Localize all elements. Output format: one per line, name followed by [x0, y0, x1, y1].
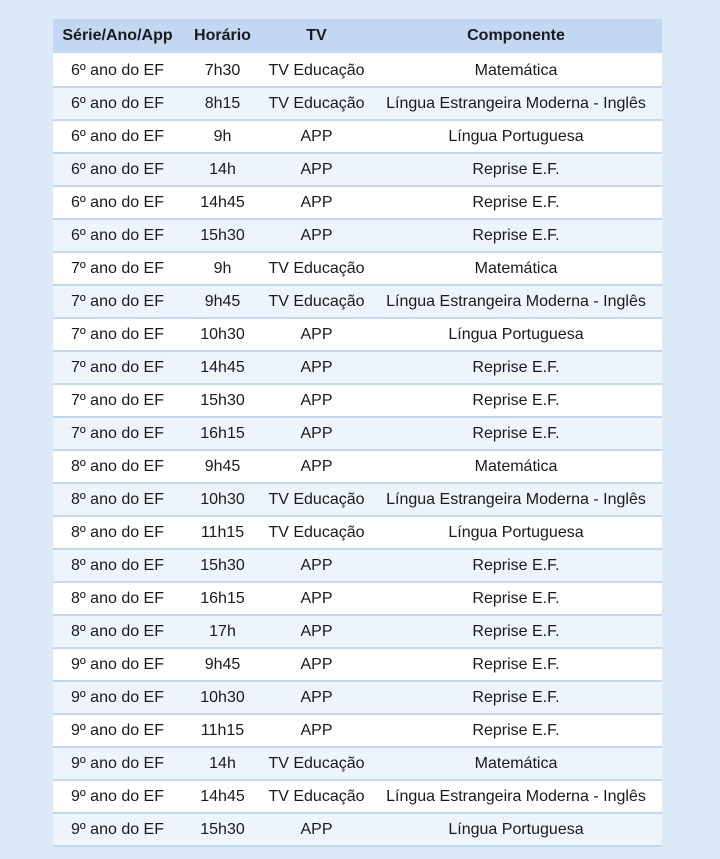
cell-serie: 8º ano do EF: [53, 484, 182, 517]
cell-componente: Reprise E.F.: [370, 649, 662, 682]
table-row: [53, 715, 662, 748]
cell-tv: APP: [263, 682, 370, 715]
cell-serie: 9º ano do EF: [53, 748, 182, 781]
schedule-table-container: [53, 19, 662, 847]
cell-componente: Língua Portuguesa: [370, 814, 662, 847]
cell-serie: 9º ano do EF: [53, 682, 182, 715]
table-row: [53, 748, 662, 781]
table-row: [53, 649, 662, 682]
cell-componente: Reprise E.F.: [370, 418, 662, 451]
table-row: [53, 814, 662, 847]
cell-serie: 6º ano do EF: [53, 220, 182, 253]
table-row: [53, 121, 662, 154]
cell-horario: 9h45: [182, 451, 263, 484]
cell-componente: Língua Estrangeira Moderna - Inglês: [370, 88, 662, 121]
cell-componente: Reprise E.F.: [370, 682, 662, 715]
cell-horario: 10h30: [182, 682, 263, 715]
cell-serie: 9º ano do EF: [53, 649, 182, 682]
cell-serie: 6º ano do EF: [53, 154, 182, 187]
table-row: [53, 154, 662, 187]
cell-serie: 9º ano do EF: [53, 781, 182, 814]
cell-serie: 7º ano do EF: [53, 286, 182, 319]
cell-horario: 14h: [182, 154, 263, 187]
header-tv: TV: [263, 19, 370, 55]
cell-tv: APP: [263, 715, 370, 748]
cell-tv: TV Educação: [263, 517, 370, 550]
cell-horario: 9h45: [182, 286, 263, 319]
cell-tv: TV Educação: [263, 781, 370, 814]
cell-horario: 16h15: [182, 418, 263, 451]
table-row: [53, 550, 662, 583]
cell-serie: 6º ano do EF: [53, 88, 182, 121]
cell-tv: APP: [263, 220, 370, 253]
cell-horario: 10h30: [182, 319, 263, 352]
cell-serie: 8º ano do EF: [53, 616, 182, 649]
cell-serie: 8º ano do EF: [53, 517, 182, 550]
cell-serie: 7º ano do EF: [53, 385, 182, 418]
cell-serie: 9º ano do EF: [53, 814, 182, 847]
cell-serie: 7º ano do EF: [53, 352, 182, 385]
cell-horario: 9h: [182, 253, 263, 286]
table-row: [53, 286, 662, 319]
header-horario: Horário: [182, 19, 263, 55]
cell-tv: APP: [263, 451, 370, 484]
cell-serie: 7º ano do EF: [53, 319, 182, 352]
cell-tv: APP: [263, 550, 370, 583]
cell-horario: 10h30: [182, 484, 263, 517]
cell-serie: 9º ano do EF: [53, 715, 182, 748]
cell-componente: Reprise E.F.: [370, 187, 662, 220]
table-row: [53, 220, 662, 253]
cell-horario: 14h45: [182, 352, 263, 385]
table-row: [53, 781, 662, 814]
cell-serie: 6º ano do EF: [53, 55, 182, 88]
cell-tv: TV Educação: [263, 748, 370, 781]
cell-horario: 15h30: [182, 385, 263, 418]
cell-horario: 14h45: [182, 781, 263, 814]
cell-componente: Matemática: [370, 748, 662, 781]
cell-componente: Reprise E.F.: [370, 583, 662, 616]
cell-serie: 8º ano do EF: [53, 451, 182, 484]
cell-tv: TV Educação: [263, 253, 370, 286]
cell-tv: APP: [263, 385, 370, 418]
cell-serie: 6º ano do EF: [53, 187, 182, 220]
cell-serie: 8º ano do EF: [53, 583, 182, 616]
table-row: [53, 484, 662, 517]
table-row: [53, 451, 662, 484]
cell-tv: APP: [263, 121, 370, 154]
cell-tv: APP: [263, 319, 370, 352]
cell-tv: TV Educação: [263, 88, 370, 121]
table-row: [53, 55, 662, 88]
cell-componente: Reprise E.F.: [370, 385, 662, 418]
header-serie: Série/Ano/App: [53, 19, 182, 55]
table-body: [53, 55, 662, 847]
cell-horario: 14h: [182, 748, 263, 781]
cell-tv: APP: [263, 583, 370, 616]
cell-componente: Reprise E.F.: [370, 220, 662, 253]
table-row: [53, 616, 662, 649]
cell-componente: Língua Estrangeira Moderna - Inglês: [370, 484, 662, 517]
cell-tv: APP: [263, 616, 370, 649]
cell-horario: 11h15: [182, 517, 263, 550]
cell-tv: APP: [263, 154, 370, 187]
cell-horario: 14h45: [182, 187, 263, 220]
cell-tv: APP: [263, 187, 370, 220]
table-row: [53, 88, 662, 121]
cell-serie: 6º ano do EF: [53, 121, 182, 154]
cell-horario: 7h30: [182, 55, 263, 88]
schedule-table: [53, 19, 662, 847]
table-row: [53, 187, 662, 220]
cell-componente: Reprise E.F.: [370, 352, 662, 385]
cell-serie: 7º ano do EF: [53, 418, 182, 451]
cell-serie: 7º ano do EF: [53, 253, 182, 286]
table-row: [53, 418, 662, 451]
table-row: [53, 682, 662, 715]
cell-componente: Língua Estrangeira Moderna - Inglês: [370, 781, 662, 814]
cell-horario: 15h30: [182, 220, 263, 253]
cell-tv: APP: [263, 649, 370, 682]
table-row: [53, 583, 662, 616]
header-componente: Componente: [370, 19, 662, 55]
cell-componente: Língua Portuguesa: [370, 319, 662, 352]
cell-horario: 16h15: [182, 583, 263, 616]
cell-serie: 8º ano do EF: [53, 550, 182, 583]
cell-horario: 9h: [182, 121, 263, 154]
cell-componente: Reprise E.F.: [370, 616, 662, 649]
cell-componente: Matemática: [370, 451, 662, 484]
table-row: [53, 517, 662, 550]
cell-tv: TV Educação: [263, 55, 370, 88]
cell-horario: 15h30: [182, 814, 263, 847]
cell-componente: Língua Portuguesa: [370, 517, 662, 550]
cell-horario: 9h45: [182, 649, 263, 682]
cell-tv: APP: [263, 418, 370, 451]
cell-horario: 11h15: [182, 715, 263, 748]
table-row: [53, 253, 662, 286]
cell-componente: Reprise E.F.: [370, 154, 662, 187]
table-row: [53, 352, 662, 385]
cell-componente: Matemática: [370, 55, 662, 88]
cell-componente: Língua Estrangeira Moderna - Inglês: [370, 286, 662, 319]
header-row: [53, 19, 662, 55]
cell-horario: 15h30: [182, 550, 263, 583]
table-row: [53, 319, 662, 352]
cell-tv: APP: [263, 814, 370, 847]
cell-tv: TV Educação: [263, 286, 370, 319]
cell-tv: TV Educação: [263, 484, 370, 517]
cell-horario: 17h: [182, 616, 263, 649]
cell-componente: Reprise E.F.: [370, 550, 662, 583]
cell-componente: Matemática: [370, 253, 662, 286]
cell-componente: Reprise E.F.: [370, 715, 662, 748]
table-row: [53, 385, 662, 418]
table-header: [53, 19, 662, 55]
cell-componente: Língua Portuguesa: [370, 121, 662, 154]
cell-tv: APP: [263, 352, 370, 385]
cell-horario: 8h15: [182, 88, 263, 121]
